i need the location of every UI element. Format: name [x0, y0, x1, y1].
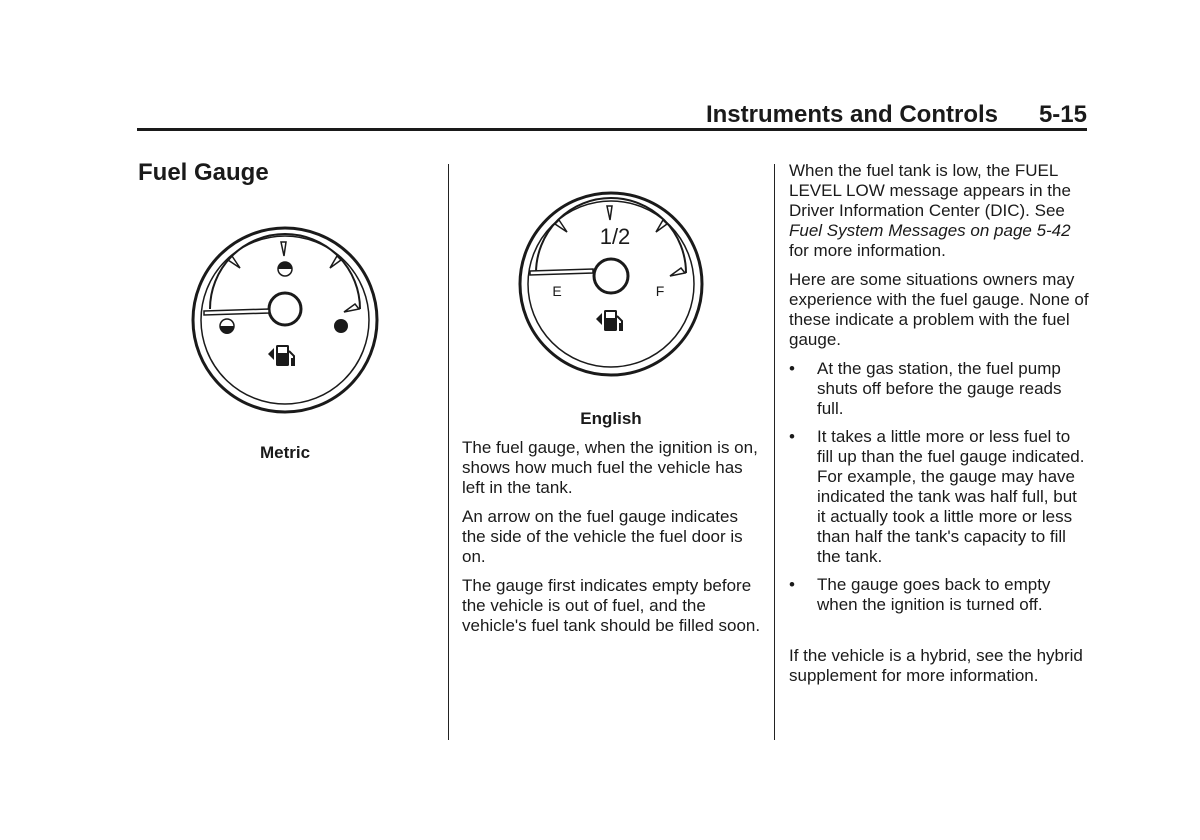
english-caption: English: [580, 409, 642, 428]
right-paragraph-2: Here are some situations owners may experience with the fuel gauge. None of these indicate a problem with the fuel gauge.: [789, 270, 1089, 349]
english-fuel-gauge: [517, 190, 705, 378]
metric-caption: Metric: [259, 443, 311, 462]
right-paragraph-3: If the vehicle is a hybrid, see the hybrid supplement for more information.: [789, 646, 1083, 685]
empty-label: E: [552, 283, 562, 299]
situations-list: [789, 359, 1089, 623]
bullet-marker: •: [789, 575, 795, 594]
page-number: 5-15: [1038, 101, 1087, 128]
right-paragraph-1-end: for more information.: [789, 241, 946, 260]
middle-paragraph-3: The gauge first indicates empty before the vehicle is out of fuel, and the vehicle's fuel tank should be filled soon.: [462, 576, 761, 635]
list-item: [789, 359, 1089, 419]
metric-fuel-gauge: [190, 225, 380, 415]
bullet-marker: •: [789, 427, 795, 446]
list-item-text: It takes a little more or less fuel to fill up than the fuel gauge indicated. For example, the gauge may have indicated the tank was half full, but it actually took a little more or less than half the tank's capacity to fill the tank.: [817, 427, 1085, 566]
right-paragraph-1: [789, 161, 1089, 261]
fuel-pump-icon: [596, 310, 622, 331]
middle-paragraph-2: An arrow on the fuel gauge indicates the side of the vehicle the fuel door is on.: [462, 507, 743, 566]
header-rule: [137, 128, 1087, 131]
cross-reference-link[interactable]: Fuel System Messages on page 5-42: [789, 221, 1071, 240]
column-divider-left: [448, 164, 449, 740]
section-title: Fuel Gauge: [138, 159, 269, 186]
right-paragraph-1-start: When the fuel tank is low, the FUEL LEVEL LOW message appears in the Driver Information Center (DIC). See: [789, 161, 1071, 220]
list-item: [789, 575, 1089, 615]
fuel-pump-icon: [268, 345, 294, 366]
list-item-text: At the gas station, the fuel pump shuts off before the gauge reads full.: [817, 359, 1062, 418]
list-item-text: The gauge goes back to empty when the ignition is turned off.: [817, 575, 1051, 614]
full-label: F: [655, 283, 665, 299]
list-item: [789, 427, 1089, 567]
column-divider-right: [774, 164, 775, 740]
middle-paragraph-1: The fuel gauge, when the ignition is on, shows how much fuel the vehicle has left in the tank.: [462, 438, 758, 497]
page-header-title: Instruments and Controls: [705, 101, 998, 128]
half-label: 1/2: [599, 224, 631, 249]
bullet-marker: •: [789, 359, 795, 378]
